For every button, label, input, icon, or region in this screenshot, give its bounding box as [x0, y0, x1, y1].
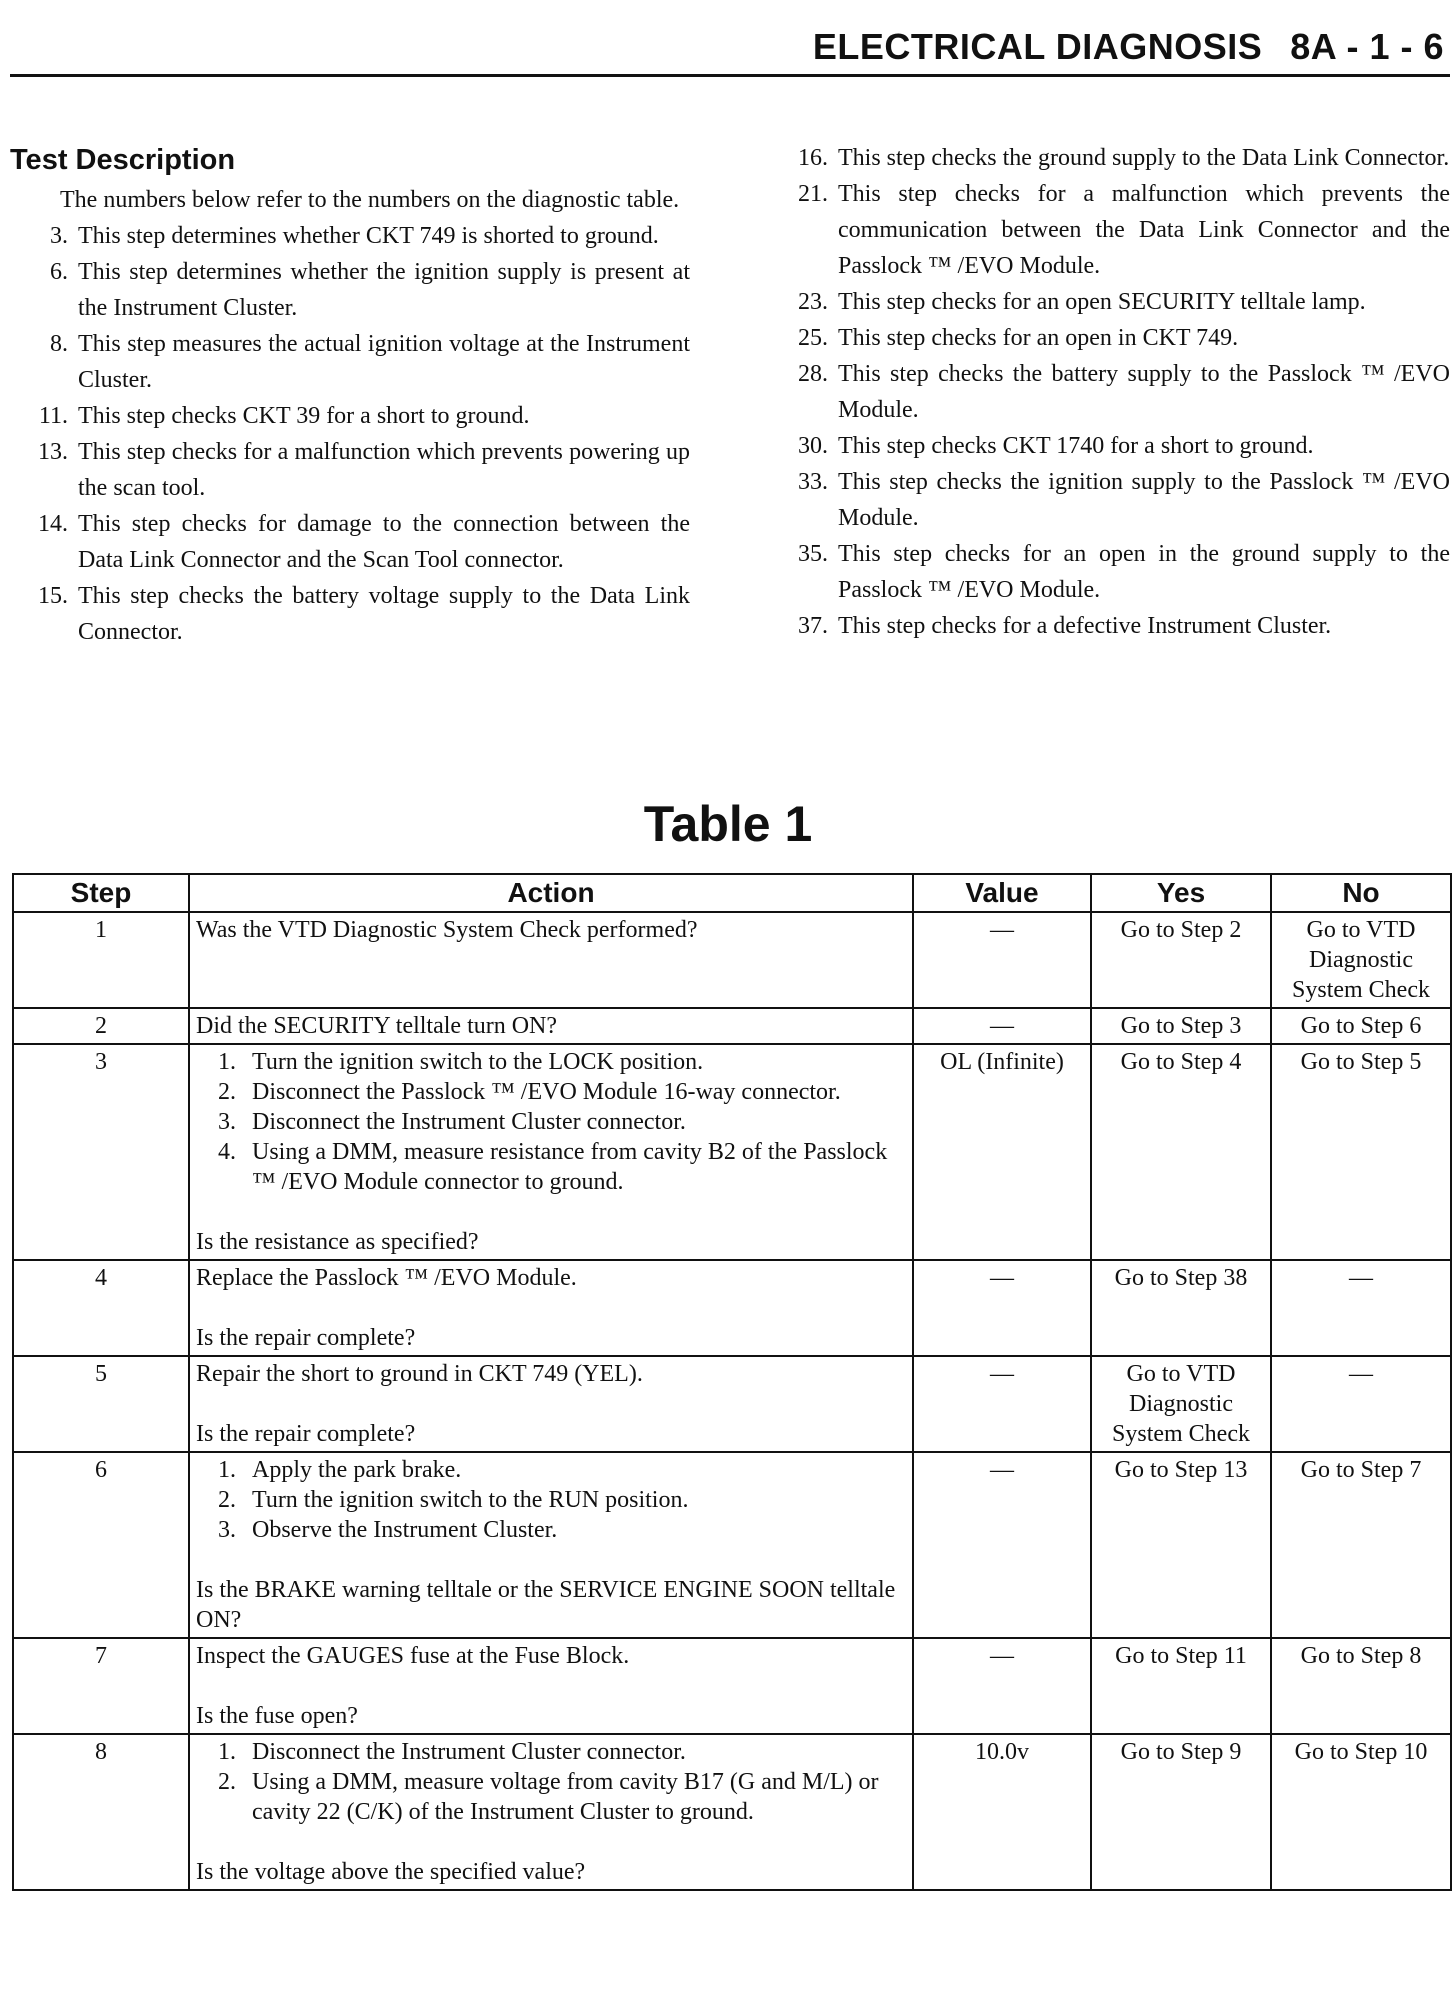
list-item-text: This step checks for an open in CKT 749.	[838, 325, 1239, 351]
no-cell: Go to Step 5	[1271, 1044, 1451, 1260]
section-title: ELECTRICAL DIAGNOSIS	[812, 26, 1263, 67]
step-cell: 4	[13, 1260, 189, 1356]
list-item	[10, 578, 690, 650]
list-item	[786, 536, 1450, 608]
table-row	[13, 1260, 1451, 1356]
yes-cell: Go to VTD Diagnostic System Check	[1091, 1356, 1271, 1452]
list-item-number: 28.	[798, 361, 828, 387]
no-cell: Go to Step 7	[1271, 1452, 1451, 1638]
list-item	[786, 176, 1450, 284]
action-question: Is the resistance as specified?	[196, 1229, 479, 1255]
table-row	[13, 912, 1451, 1008]
header-yes: Yes	[1091, 874, 1271, 912]
list-item-number: 33.	[798, 469, 828, 495]
action-text: Repair the short to ground in CKT 749 (YEL).	[196, 1361, 643, 1387]
action-substep	[196, 1047, 906, 1077]
substep-text: Turn the ignition switch to the RUN position.	[252, 1487, 689, 1513]
value-cell: OL (Infinite)	[913, 1044, 1091, 1260]
action-question: Is the repair complete?	[196, 1325, 416, 1351]
list-item-number: 14.	[38, 511, 68, 537]
list-item-text: This step checks for a malfunction which prevents powering up the scan tool.	[78, 439, 690, 501]
table-row	[13, 1638, 1451, 1734]
test-description-left	[10, 140, 690, 650]
substep-text: Using a DMM, measure voltage from cavity B17 (G and M/L) or cavity 22 (C/K) of the Instrument Cluster to ground.	[252, 1769, 879, 1825]
action-question: Is the repair complete?	[196, 1421, 416, 1447]
no-cell: Go to VTD Diagnostic System Check	[1271, 912, 1451, 1008]
step-cell: 8	[13, 1734, 189, 1890]
list-item-number: 37.	[798, 613, 828, 639]
test-description-list-left	[10, 218, 690, 650]
action-substep	[196, 1137, 906, 1197]
test-description-list-right	[786, 140, 1450, 644]
list-item-text: This step checks CKT 39 for a short to ground.	[78, 403, 530, 429]
list-item-number: 23.	[798, 289, 828, 315]
diagnostic-table	[12, 873, 1452, 1891]
list-item-number: 6.	[50, 259, 68, 285]
yes-cell: Go to Step 4	[1091, 1044, 1271, 1260]
action-text: Replace the Passlock ™ /EVO Module.	[196, 1265, 577, 1291]
value-cell: —	[913, 1356, 1091, 1452]
list-item	[10, 254, 690, 326]
table-row	[13, 1452, 1451, 1638]
step-cell: 7	[13, 1638, 189, 1734]
substep-number: 3.	[218, 1517, 236, 1543]
step-cell: 1	[13, 912, 189, 1008]
header-step: Step	[13, 874, 189, 912]
value-cell: —	[913, 1452, 1091, 1638]
list-item-text: This step checks for damage to the connection between the Data Link Connector and the Scan Tool connector.	[78, 511, 690, 573]
table-row	[13, 1008, 1451, 1044]
table-title: Table 1	[643, 796, 813, 852]
action-text: Did the SECURITY telltale turn ON?	[196, 1013, 558, 1039]
value-cell: —	[913, 912, 1091, 1008]
action-cell	[189, 1638, 913, 1734]
substep-number: 3.	[218, 1109, 236, 1135]
list-item-number: 16.	[798, 145, 828, 171]
action-cell	[189, 1044, 913, 1260]
action-cell	[189, 1734, 913, 1890]
value-cell: —	[913, 1638, 1091, 1734]
action-cell	[189, 1008, 913, 1044]
list-item-text: This step measures the actual ignition voltage at the Instrument Cluster.	[78, 331, 690, 393]
list-item-text: This step checks the battery voltage supply to the Data Link Connector.	[78, 583, 690, 645]
list-item	[786, 140, 1450, 176]
substep-text: Disconnect the Instrument Cluster connector.	[252, 1739, 686, 1765]
step-cell: 5	[13, 1356, 189, 1452]
substep-text: Observe the Instrument Cluster.	[252, 1517, 558, 1543]
substep-number: 2.	[218, 1769, 236, 1795]
list-item	[786, 608, 1450, 644]
substep-text: Turn the ignition switch to the LOCK position.	[252, 1049, 704, 1075]
action-cell	[189, 1356, 913, 1452]
list-item-text: This step checks the ground supply to the Data Link Connector.	[838, 145, 1450, 171]
action-question: Is the voltage above the specified value?	[196, 1859, 586, 1885]
value-cell: —	[913, 1008, 1091, 1044]
substep-text: Using a DMM, measure resistance from cavity B2 of the Passlock ™ /EVO Module connector to ground.	[252, 1139, 888, 1195]
substep-number: 4.	[218, 1139, 236, 1165]
list-item-number: 11.	[38, 403, 68, 429]
header-value: Value	[913, 874, 1091, 912]
substep-number: 1.	[218, 1457, 236, 1483]
table-row	[13, 1044, 1451, 1260]
header-no: No	[1271, 874, 1451, 912]
step-cell: 6	[13, 1452, 189, 1638]
list-item	[786, 284, 1450, 320]
action-cell	[189, 912, 913, 1008]
value-cell: 10.0v	[913, 1734, 1091, 1890]
action-text: Inspect the GAUGES fuse at the Fuse Block.	[196, 1643, 630, 1669]
action-question: Is the BRAKE warning telltale or the SERVICE ENGINE SOON telltale ON?	[196, 1577, 896, 1633]
action-cell	[189, 1452, 913, 1638]
yes-cell: Go to Step 38	[1091, 1260, 1271, 1356]
list-item-text: This step determines whether the ignition supply is present at the Instrument Cluster.	[78, 259, 690, 321]
list-item	[10, 326, 690, 398]
step-cell: 2	[13, 1008, 189, 1044]
yes-cell: Go to Step 3	[1091, 1008, 1271, 1044]
table-row	[13, 1734, 1451, 1890]
page-number: 8A - 1 - 6	[1290, 26, 1444, 67]
no-cell: Go to Step 6	[1271, 1008, 1451, 1044]
list-item-text: This step determines whether CKT 749 is shorted to ground.	[78, 223, 659, 249]
action-substep	[196, 1737, 906, 1767]
substep-text: Disconnect the Instrument Cluster connector.	[252, 1109, 686, 1135]
value-cell: —	[913, 1260, 1091, 1356]
list-item-number: 30.	[798, 433, 828, 459]
table-header-row	[13, 874, 1451, 912]
action-substep	[196, 1107, 906, 1137]
list-item-text: This step checks for a malfunction which prevents the communication between the Data Link Connector and the Passlock ™ /EVO Module.	[838, 181, 1450, 279]
no-cell: —	[1271, 1260, 1451, 1356]
list-item-text: This step checks for an open SECURITY telltale lamp.	[838, 289, 1366, 315]
list-item-number: 13.	[38, 439, 68, 465]
substep-text: Disconnect the Passlock ™ /EVO Module 16-way connector.	[252, 1079, 841, 1105]
header-action: Action	[189, 874, 913, 912]
table-row	[13, 1356, 1451, 1452]
list-item-number: 25.	[798, 325, 828, 351]
action-cell	[189, 1260, 913, 1356]
list-item	[10, 506, 690, 578]
action-substep	[196, 1077, 906, 1107]
action-substep	[196, 1515, 906, 1545]
no-cell: Go to Step 10	[1271, 1734, 1451, 1890]
yes-cell: Go to Step 9	[1091, 1734, 1271, 1890]
substep-number: 1.	[218, 1049, 236, 1075]
action-text: Was the VTD Diagnostic System Check performed?	[196, 917, 698, 943]
page-header	[10, 26, 1450, 77]
substep-text: Apply the park brake.	[252, 1457, 462, 1483]
list-item	[10, 218, 690, 254]
list-item-number: 3.	[50, 223, 68, 249]
substep-number: 2.	[218, 1487, 236, 1513]
action-substep	[196, 1455, 906, 1485]
list-item-number: 8.	[50, 331, 68, 357]
list-item	[786, 464, 1450, 536]
action-question: Is the fuse open?	[196, 1703, 358, 1729]
list-item-number: 35.	[798, 541, 828, 567]
yes-cell: Go to Step 11	[1091, 1638, 1271, 1734]
table-body	[13, 912, 1451, 1890]
action-substep	[196, 1485, 906, 1515]
list-item-text: This step checks for a defective Instrument Cluster.	[838, 613, 1332, 639]
test-description-right	[786, 140, 1450, 644]
list-item-text: This step checks for an open in the ground supply to the Passlock ™ /EVO Module.	[838, 541, 1450, 603]
list-item-text: This step checks CKT 1740 for a short to ground.	[838, 433, 1314, 459]
yes-cell: Go to Step 13	[1091, 1452, 1271, 1638]
list-item	[786, 356, 1450, 428]
list-item	[10, 434, 690, 506]
substep-number: 2.	[218, 1079, 236, 1105]
list-item	[786, 320, 1450, 356]
header-title	[813, 26, 1444, 68]
action-substep	[196, 1767, 906, 1827]
list-item-text: This step checks the ignition supply to the Passlock ™ /EVO Module.	[838, 469, 1450, 531]
no-cell: Go to Step 8	[1271, 1638, 1451, 1734]
list-item-text: This step checks the battery supply to the Passlock ™ /EVO Module.	[838, 361, 1450, 423]
substep-number: 1.	[218, 1739, 236, 1765]
yes-cell: Go to Step 2	[1091, 912, 1271, 1008]
list-item-number: 21.	[798, 181, 828, 207]
step-cell: 3	[13, 1044, 189, 1260]
list-item-number: 15.	[38, 583, 68, 609]
test-description-title: Test Description	[10, 144, 236, 176]
test-description-intro: The numbers below refer to the numbers on the diagnostic table.	[60, 187, 680, 213]
list-item	[10, 398, 690, 434]
no-cell: —	[1271, 1356, 1451, 1452]
list-item	[786, 428, 1450, 464]
